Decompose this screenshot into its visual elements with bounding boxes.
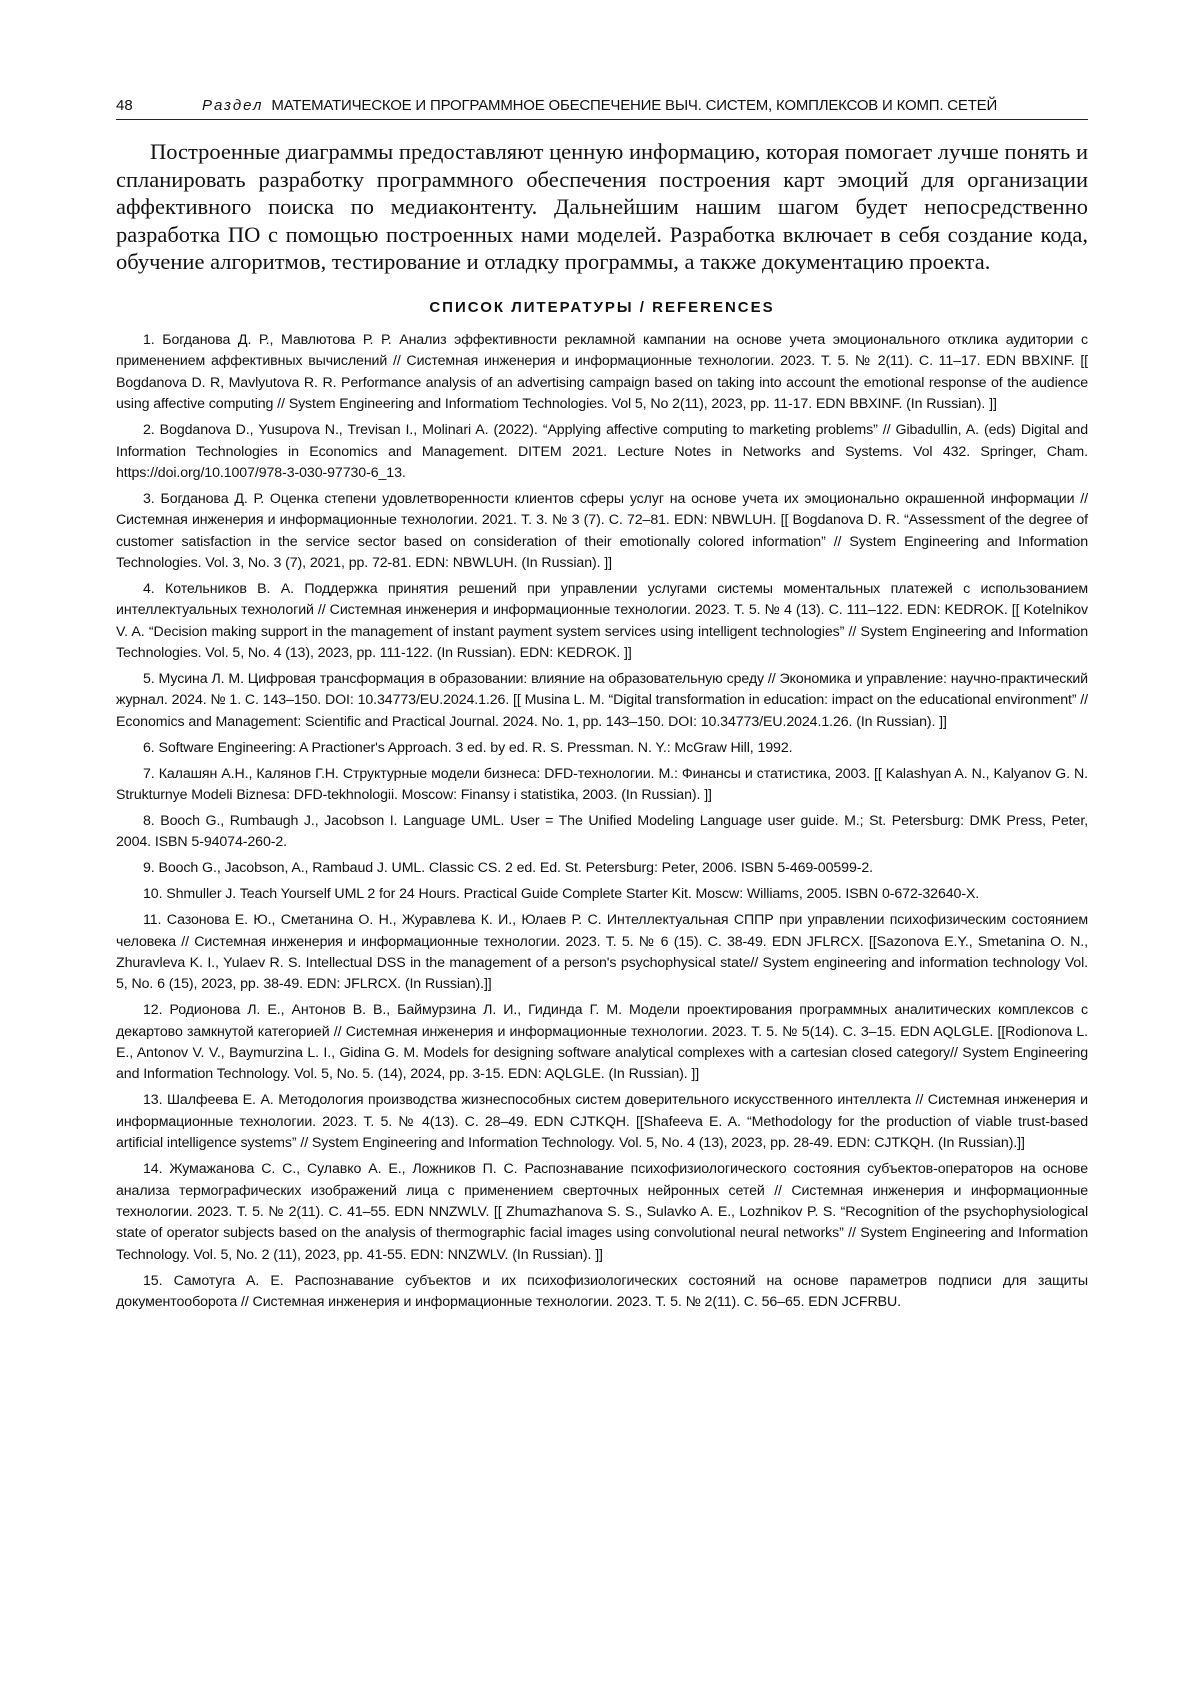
page-number: 48 bbox=[116, 97, 133, 114]
reference-item: 15. Самотуга А. Е. Распознавание субъектов и их психофизиологических состояний на основе параметров подписи для защиты документооборота // Системная инженерия и информационные технологии. 2023. Т. 5. № 2(11). С. 56–65. EDN JCFRBU. bbox=[116, 1272, 1088, 1311]
references-heading: СПИСОК ЛИТЕРАТУРЫ / REFERENCES bbox=[429, 298, 775, 316]
reference-item: 12. Родионова Л. Е., Антонов В. В., Баймурзина Л. И., Гидинда Г. М. Модели проектирования программных аналитических комплексов с декартово замкнутой категорией // Системная инженерия и информационные технологии. 2023. Т. 5. № 5(14). С. 3–15. EDN AQLGLE. [[Rodionova L. E., Antonov V. V., Baymurzina L. I., Gidina G. M. Models for designing software analytical complexes with a cartesian closed category// System Engineering and Information Technology. Vol. 5, No. 5. (14), 2024, pp. 3-15. EDN: AQLGLE. (In Russian). ]] bbox=[116, 1002, 1088, 1083]
reference-item: 8. Booch G., Rumbaugh J., Jacobson I. Language UML. User = The Unified Modeling Language user guide. M.; St. Petersburg: DMK Press, Peter, 2004. ISBN 5-94074-260-2. bbox=[116, 813, 1088, 851]
page bbox=[116, 96, 1088, 1318]
section-label: Раздел bbox=[202, 97, 264, 114]
reference-item: 4. Котельников В. А. Поддержка принятия решений при управлении услугами системы моментальных платежей с использованием интеллектуальных технологий // Системная инженерия и информационные технологии. 2023. Т. 5. № 4 (13). С. 111–122. EDN: KEDROK. [[ Kotelnikov V. A. “Decision making support in the management of instant payment system services using intelligent technologies” // System Engineering and Information Technologies. Vol. 5, No. 4 (13), 2023, pp. 111-122. (In Russian). EDN: KEDROK. ]] bbox=[116, 580, 1088, 662]
reference-item: 3. Богданова Д. Р. Оценка степени удовлетворенности клиентов сферы услуг на основе учета их эмоционально окрашенной информации // Системная инженерия и информационные технологии. 2021. Т. 3. № 3 (7). С. 72–81. EDN: NBWLUH. [[ Bogdanova D. R. “Assessment of the degree of customer satisfaction in the service sector based on consideration of their emotionally colored information” // System Engineering and Information Technologies. Vol. 3, No. 3 (7), 2021, pp. 72-81. EDN: NBWLUH. (In Russian). ]] bbox=[116, 490, 1088, 572]
reference-item: 13. Шалфеева Е. А. Методология производства жизнеспособных систем доверительного искусственного интеллекта // Системная инженерия и информационные технологии. 2023. Т. 5. № 4(13). С. 28–49. EDN CJTKQH. [[Shafeeva E. A. “Methodology for the production of viable trust-based artificial intelligence systems” // System Engineering and Information Technology. Vol. 5, No. 4 (13), 2023, pp. 28-49. EDN: CJTKQH. (In Russian).]] bbox=[116, 1092, 1088, 1152]
reference-item: 1. Богданова Д. Р., Мавлютова Р. Р. Анализ эффективности рекламной кампании на основе учета эмоционального отклика аудитории с применением аффективных вычислений // Системная инженерия и информационные технологии. 2023. Т. 5. № 2(11). С. 11–17. EDN BBXINF. [[ Bogdanova D. R, Mavlyutova R. R. Performance analysis of an advertising campaign based on taking into account the emotional response of the audience using affective computing // System Engineering and Informatiom Technologies. Vol 5, No 2(11), 2023, pp. 11-17. EDN BBXINF. (In Russian). ]] bbox=[116, 331, 1088, 413]
reference-item: 11. Сазонова Е. Ю., Сметанина О. Н., Журавлева К. И., Юлаев Р. С. Интеллектуальная СППР при управлении психофизическим состоянием человека // Системная инженерия и информационные технологии. 2023. Т. 5. № 6 (15). С. 38-49. EDN JFLRCX. [[Sazonova E.Y., Smetanina O. N., Zhuravleva K. I., Yulaev R. S. Intellectual DSS in the management of a person's psychophysical state// System engineering and information technology Vol. 5, No. 6 (15), 2023, pp. 38-49. EDN: JFLRCX. (In Russian).]] bbox=[116, 912, 1088, 993]
reference-item: 10. Shmuller J. Teach Yourself UML 2 for 24 Hours. Practical Guide Complete Starter Kit. Moscw: Williams, 2005. ISBN 0-672-32640-X. bbox=[143, 886, 980, 903]
reference-item: 2. Bogdanova D., Yusupova N., Trevisan I., Molinari A. (2022). “Applying affective computing to marketing problems” // Gibadullin, A. (eds) Digital and Information Technologies in Economics and Management. DITEM 2021. Lecture Notes in Networks and Systems. Vol 432. Springer, Cham. https://doi.org/10.1007/978-3-030-97730-6_13. bbox=[116, 422, 1088, 481]
intro-paragraph: Построенные диаграммы предоставляют ценную информацию, которая помогает лучше понять и спланировать разработку программного обеспечения построения карт эмоций для организации аффективного поиска по медиаконтенту. Дальнейшим нашим шагом будет непосредственно разработка ПО с помощью построенных нами моделей. Разработка включает в себя создание кода, обучение алгоритмов, тестирование и отладку программы, а также документацию проекта. bbox=[116, 139, 1088, 275]
running-header bbox=[116, 96, 1088, 120]
reference-item: 9. Booch G., Jacobson, A., Rambaud J. UML. Classic CS. 2 ed. Ed. St. Petersburg: Peter, 2006. ISBN 5-469-00599-2. bbox=[143, 860, 873, 877]
section-title: МАТЕМАТИЧЕСКОЕ И ПРОГРАММНОЕ ОБЕСПЕЧЕНИЕ ВЫЧ. СИСТЕМ, КОМПЛЕКСОВ И КОМП. СЕТЕЙ bbox=[271, 97, 998, 114]
reference-item: 14. Жумажанова С. С., Сулавко А. Е., Ложников П. С. Распознавание психофизиологического состояния субъектов-операторов на основе анализа термографических изображений лица с применением сверточных нейронных сетей // Системная инженерия и информационные технологии. 2023. Т. 5. № 2(11). С. 41–55. EDN NNZWLV. [[ Zhumazhanova S. S., Sulavko A. E., Lozhnikov P. S. “Recognition of the psychophysiological state of operator subjects based on the analysis of thermographic facial images using convolutional neural networks” // System Engineering and Information Technology. Vol. 5, No. 2 (11), 2023, pp. 41-55. EDN: NNZWLV. (In Russian). ]] bbox=[116, 1161, 1088, 1263]
reference-list bbox=[116, 330, 1088, 1313]
reference-item: 5. Мусина Л. М. Цифровая трансформация в образовании: влияние на образовательную среду // Экономика и управление: научно-практический журнал. 2024. № 1. С. 143–150. DOI: 10.34773/EU.2024.1.26. [[ Musina L. M. “Digital transformation in education: impact on the educational environment” // Economics and Management: Scientific and Practical Journal. 2024. No. 1, pp. 143–150. DOI: 10.34773/EU.2024.1.26. (In Russian). ]] bbox=[116, 671, 1088, 730]
reference-item: 7. Калашян А.Н., Калянов Г.Н. Структурные модели бизнеса: DFD-технологии. М.: Финансы и статистика, 2003. [[ Kalashyan A. N., Kalyanov G. N. Strukturnye Modeli Biznesa: DFD-tekhnologii. Moscow: Finansy i statistika, 2003. (In Russian). ]] bbox=[116, 765, 1088, 804]
reference-item: 6. Software Engineering: A Practioner's Approach. 3 ed. by ed. R. S. Pressman. N. Y.: McGraw Hill, 1992. bbox=[143, 739, 793, 756]
